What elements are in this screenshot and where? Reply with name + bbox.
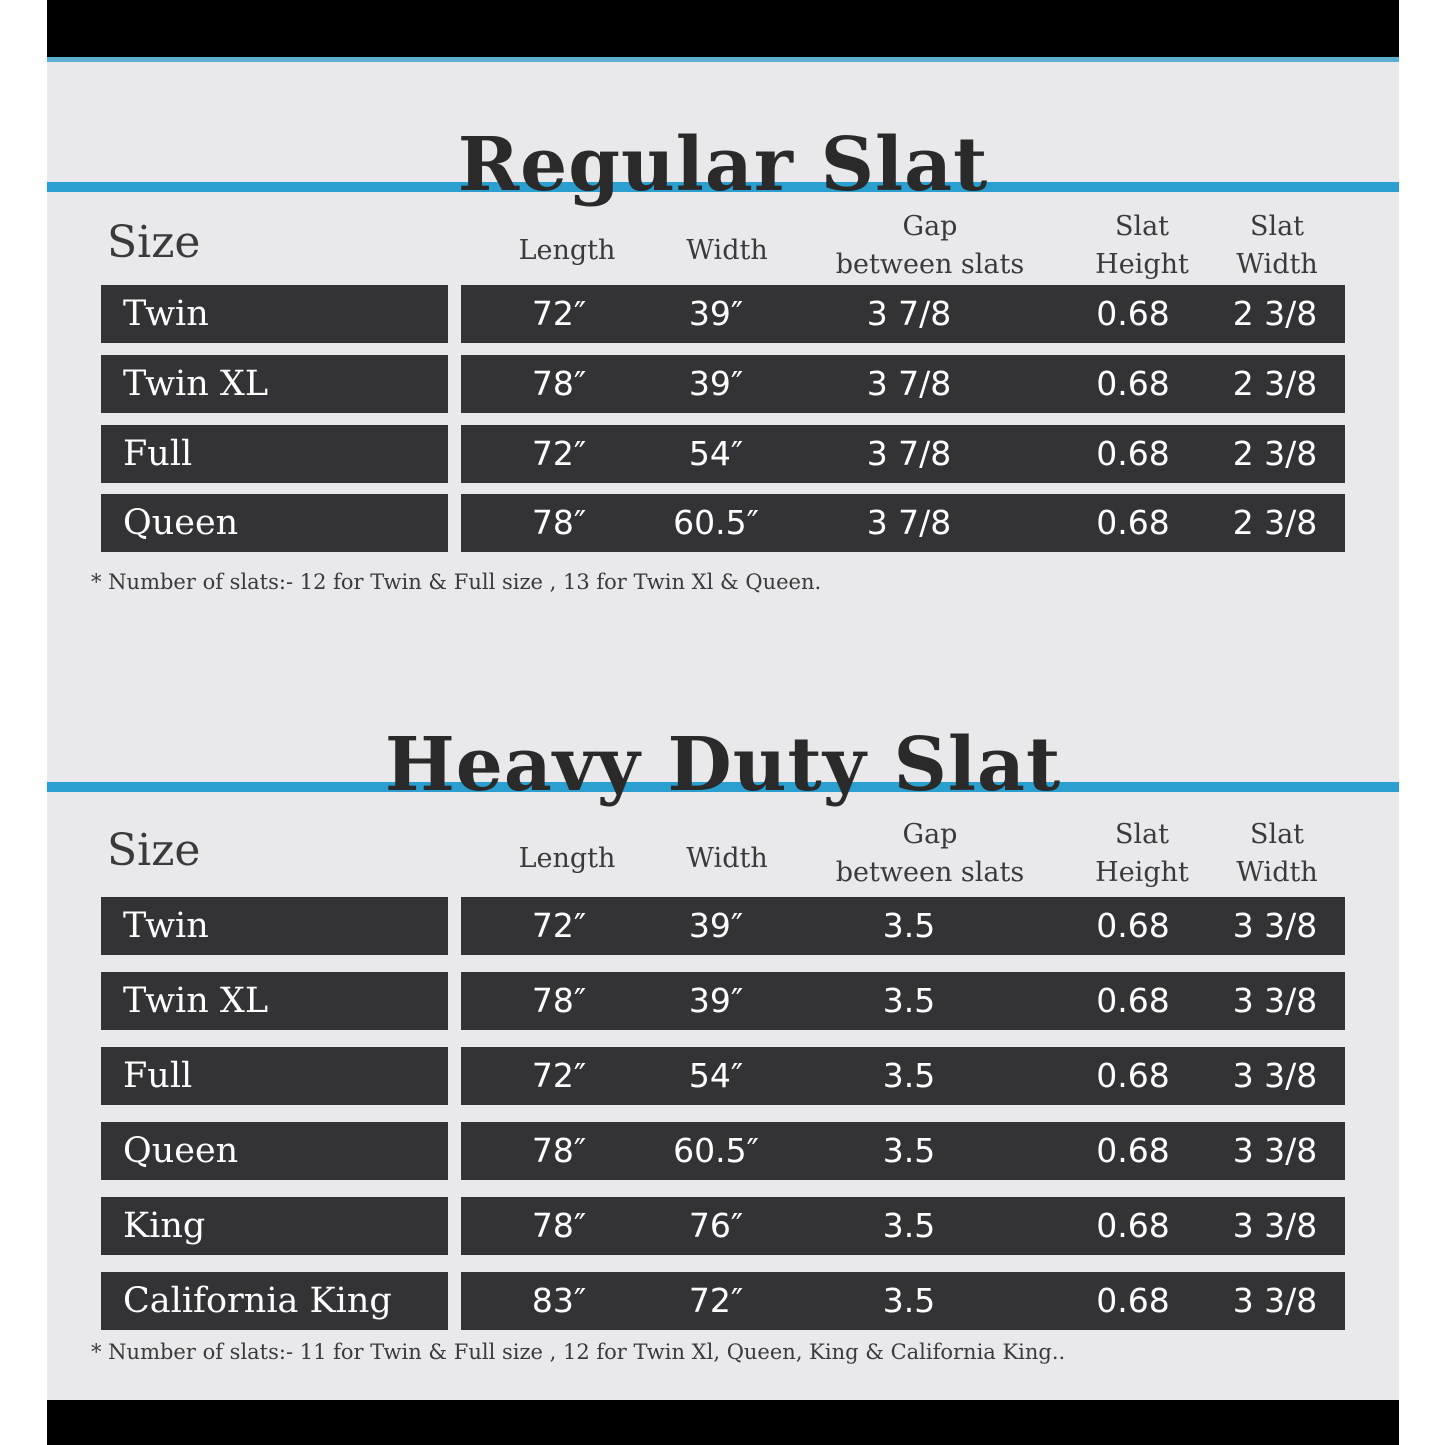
values-cell bbox=[461, 1197, 1345, 1255]
slat-height-value: 0.68 bbox=[1096, 1131, 1170, 1170]
top-black-bar bbox=[47, 0, 1399, 57]
header-slat-width-line1: Slat bbox=[1249, 211, 1305, 242]
length-value: 78″ bbox=[531, 1206, 587, 1245]
size-chart-panel bbox=[47, 57, 1399, 1400]
gap-value: 3.5 bbox=[882, 1206, 936, 1245]
header-slat-height bbox=[1082, 816, 1202, 892]
header-slat-height-line2: Height bbox=[1095, 248, 1189, 280]
gap-value: 3.5 bbox=[882, 1056, 936, 1095]
size-cell: Queen bbox=[101, 1122, 448, 1180]
values-cell bbox=[461, 1122, 1345, 1180]
length-value: 83″ bbox=[531, 1281, 587, 1320]
slat-height-value: 0.68 bbox=[1096, 1056, 1170, 1095]
gap-value: 3 7/8 bbox=[866, 503, 952, 542]
header-slat-width bbox=[1217, 816, 1337, 892]
size-cell: Twin bbox=[101, 897, 448, 955]
values-cell bbox=[461, 425, 1345, 483]
gap-value: 3 7/8 bbox=[866, 434, 952, 473]
slat-width-value: 3 3/8 bbox=[1232, 906, 1318, 945]
slat-height-value: 0.68 bbox=[1096, 294, 1170, 333]
header-slat-height-line1: Slat bbox=[1114, 819, 1170, 850]
size-cell: Twin XL bbox=[101, 355, 448, 413]
width-value: 39″ bbox=[688, 364, 744, 403]
length-value: 72″ bbox=[531, 294, 587, 333]
slat-height-value: 0.68 bbox=[1096, 906, 1170, 945]
width-value: 76″ bbox=[688, 1206, 744, 1245]
header-slat-width-line2: Width bbox=[1236, 856, 1318, 888]
size-cell: California King bbox=[101, 1272, 448, 1330]
gap-value: 3.5 bbox=[882, 1131, 936, 1170]
gap-value: 3 7/8 bbox=[866, 364, 952, 403]
section-title: Heavy Duty Slat bbox=[384, 722, 1062, 808]
gap-value: 3.5 bbox=[882, 1281, 936, 1320]
header-gap-line1: Gap bbox=[902, 211, 958, 242]
slat-width-value: 3 3/8 bbox=[1232, 1206, 1318, 1245]
length-value: 72″ bbox=[531, 1056, 587, 1095]
values-cell bbox=[461, 355, 1345, 413]
length-value: 78″ bbox=[531, 981, 587, 1020]
slat-width-value: 2 3/8 bbox=[1232, 434, 1318, 473]
header-gap-line2: between slats bbox=[835, 248, 1025, 280]
width-value: 54″ bbox=[688, 1056, 744, 1095]
width-value: 39″ bbox=[688, 981, 744, 1020]
width-value: 60.5″ bbox=[673, 503, 759, 542]
header-gap bbox=[817, 816, 1043, 892]
size-cell: King bbox=[101, 1197, 448, 1255]
values-cell bbox=[461, 972, 1345, 1030]
slat-width-value: 3 3/8 bbox=[1232, 1281, 1318, 1320]
gap-value: 3.5 bbox=[882, 981, 936, 1020]
header-width: Width bbox=[686, 235, 768, 266]
gap-value: 3 7/8 bbox=[866, 294, 952, 333]
length-value: 72″ bbox=[531, 434, 587, 473]
header-slat-height bbox=[1082, 208, 1202, 284]
header-width: Width bbox=[686, 843, 768, 874]
slat-height-value: 0.68 bbox=[1096, 1206, 1170, 1245]
gap-value: 3.5 bbox=[882, 906, 936, 945]
section-title: Regular Slat bbox=[457, 122, 989, 208]
header-length: Length bbox=[518, 843, 616, 874]
slat-height-value: 0.68 bbox=[1096, 981, 1170, 1020]
slat-height-value: 0.68 bbox=[1096, 503, 1170, 542]
header-gap bbox=[817, 208, 1043, 284]
header-size: Size bbox=[107, 825, 201, 876]
length-value: 78″ bbox=[531, 364, 587, 403]
slat-height-value: 0.68 bbox=[1096, 434, 1170, 473]
header-gap-line1: Gap bbox=[902, 819, 958, 850]
slat-width-value: 2 3/8 bbox=[1232, 294, 1318, 333]
slat-width-value: 3 3/8 bbox=[1232, 981, 1318, 1020]
length-value: 78″ bbox=[531, 503, 587, 542]
footnote: * Number of slats:- 11 for Twin & Full size , 12 for Twin Xl, Queen, King & California King.. bbox=[91, 1340, 1066, 1364]
values-cell bbox=[461, 1047, 1345, 1105]
header-slat-width-line1: Slat bbox=[1249, 819, 1305, 850]
values-cell bbox=[461, 1272, 1345, 1330]
length-value: 72″ bbox=[531, 906, 587, 945]
header-slat-width bbox=[1217, 208, 1337, 284]
width-value: 72″ bbox=[688, 1281, 744, 1320]
bottom-black-bar bbox=[47, 1400, 1399, 1445]
size-cell: Twin XL bbox=[101, 972, 448, 1030]
width-value: 39″ bbox=[688, 906, 744, 945]
header-length: Length bbox=[518, 235, 616, 266]
slat-width-value: 3 3/8 bbox=[1232, 1131, 1318, 1170]
size-cell: Full bbox=[101, 425, 448, 483]
width-value: 54″ bbox=[688, 434, 744, 473]
slat-height-value: 0.68 bbox=[1096, 364, 1170, 403]
header-gap-line2: between slats bbox=[835, 856, 1025, 888]
size-cell: Twin bbox=[101, 285, 448, 343]
header-slat-height-line1: Slat bbox=[1114, 211, 1170, 242]
values-cell bbox=[461, 285, 1345, 343]
slat-width-value: 2 3/8 bbox=[1232, 503, 1318, 542]
values-cell bbox=[461, 897, 1345, 955]
size-cell: Queen bbox=[101, 494, 448, 552]
header-slat-width-line2: Width bbox=[1236, 248, 1318, 280]
width-value: 39″ bbox=[688, 294, 744, 333]
header-size: Size bbox=[107, 217, 201, 268]
header-slat-height-line2: Height bbox=[1095, 856, 1189, 888]
values-cell bbox=[461, 494, 1345, 552]
size-cell: Full bbox=[101, 1047, 448, 1105]
width-value: 60.5″ bbox=[673, 1131, 759, 1170]
footnote: * Number of slats:- 12 for Twin & Full size , 13 for Twin Xl & Queen. bbox=[91, 570, 822, 594]
slat-height-value: 0.68 bbox=[1096, 1281, 1170, 1320]
length-value: 78″ bbox=[531, 1131, 587, 1170]
slat-width-value: 2 3/8 bbox=[1232, 364, 1318, 403]
slat-width-value: 3 3/8 bbox=[1232, 1056, 1318, 1095]
